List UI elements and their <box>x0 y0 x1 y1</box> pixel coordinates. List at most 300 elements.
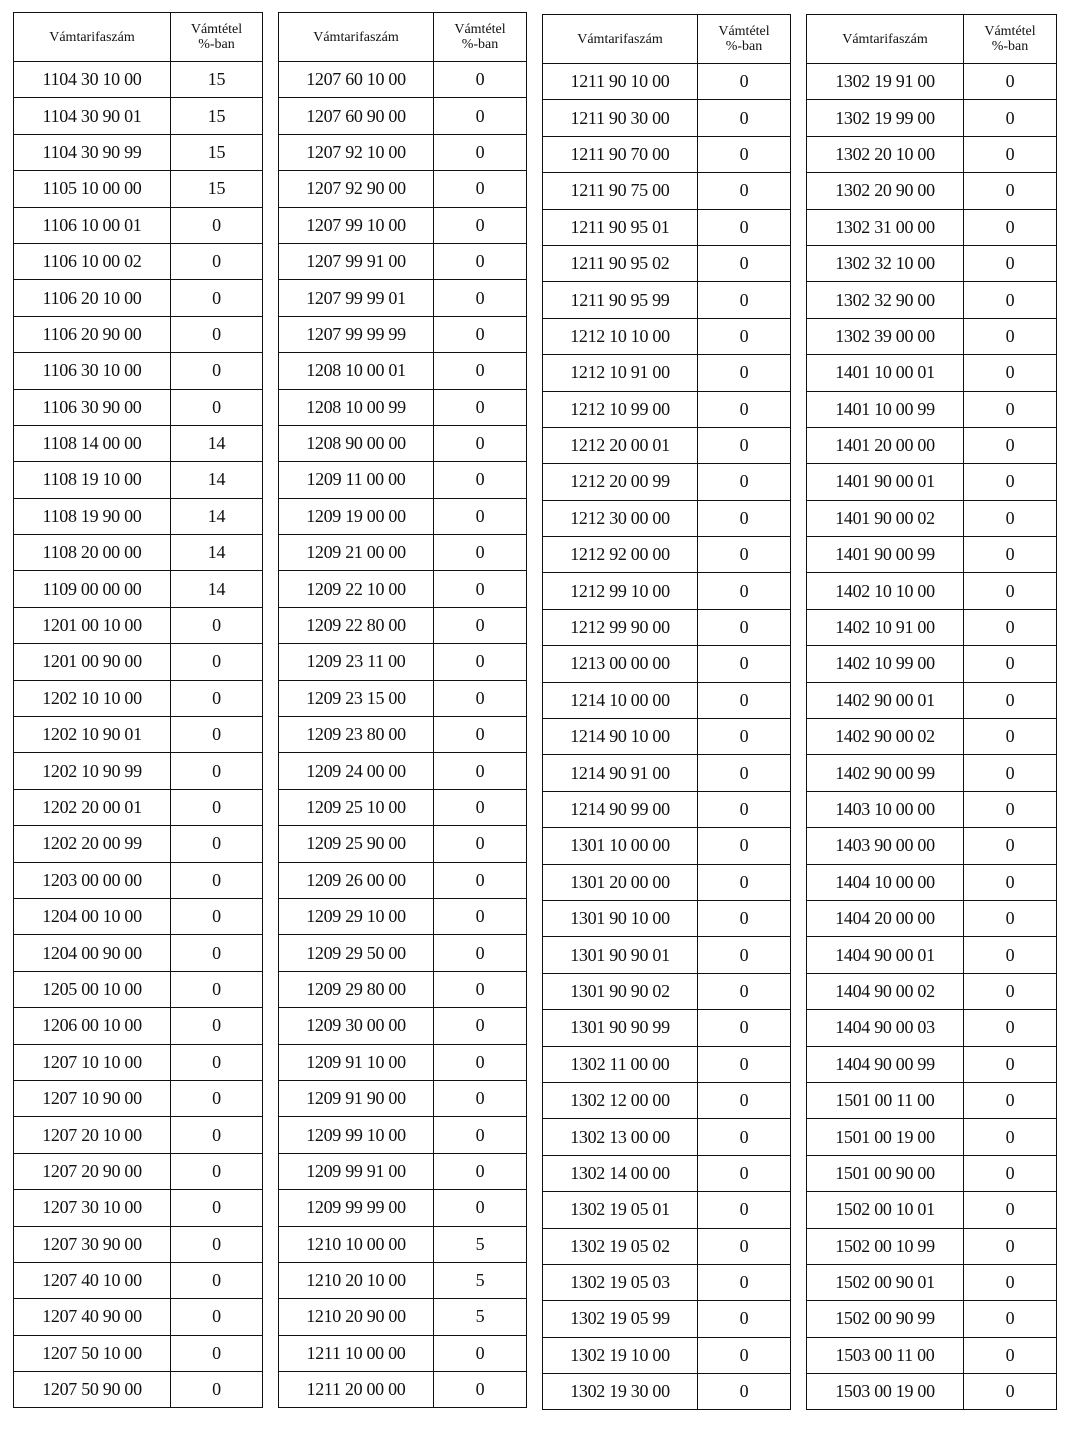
duty-rate-cell: 0 <box>171 1335 263 1371</box>
table-row <box>14 935 263 971</box>
tariff-code-cell: 1402 10 99 00 <box>807 646 964 682</box>
table-row <box>807 1010 1057 1046</box>
rate-header-line2: %-ban <box>461 37 499 52</box>
table-row <box>14 243 263 279</box>
duty-rate-cell: 0 <box>964 136 1057 172</box>
tariff-code-cell: 1302 19 99 00 <box>807 100 964 136</box>
tariff-code-cell: 1208 90 00 00 <box>279 425 434 461</box>
table-row <box>543 573 791 609</box>
tariff-code-cell: 1301 90 90 02 <box>543 973 698 1009</box>
tariff-code-cell: 1502 00 90 99 <box>807 1301 964 1337</box>
duty-rate-cell: 0 <box>698 427 791 463</box>
table-row <box>279 571 527 607</box>
tariff-code-cell: 1209 24 00 00 <box>279 753 434 789</box>
table-row <box>279 316 527 352</box>
tariff-code-cell: 1204 00 90 00 <box>14 935 171 971</box>
duty-rate-cell: 0 <box>698 1192 791 1228</box>
code-column-header: Vámtarifaszám <box>543 15 698 64</box>
table-row <box>279 789 527 825</box>
duty-rate-cell: 0 <box>171 1153 263 1189</box>
tariff-code-cell: 1404 90 00 99 <box>807 1046 964 1082</box>
tariff-code-cell: 1404 90 00 03 <box>807 1010 964 1046</box>
table-header-row <box>807 15 1057 64</box>
tariff-code-cell: 1501 00 19 00 <box>807 1119 964 1155</box>
tariff-code-cell: 1501 00 90 00 <box>807 1155 964 1191</box>
duty-rate-cell: 0 <box>698 682 791 718</box>
table-row <box>279 425 527 461</box>
duty-rate-cell: 0 <box>698 1155 791 1191</box>
tariff-code-cell: 1404 10 00 00 <box>807 864 964 900</box>
table-row <box>14 1080 263 1116</box>
duty-rate-cell: 14 <box>171 462 263 498</box>
tariff-code-cell: 1207 10 10 00 <box>14 1044 171 1080</box>
tariff-code-cell: 1202 20 00 01 <box>14 789 171 825</box>
tariff-code-cell: 1302 19 05 02 <box>543 1228 698 1264</box>
tariff-code-cell: 1401 10 00 01 <box>807 355 964 391</box>
duty-rate-cell: 0 <box>698 937 791 973</box>
table-row <box>279 280 527 316</box>
tariff-code-cell: 1214 90 99 00 <box>543 791 698 827</box>
duty-rate-cell: 0 <box>434 316 527 352</box>
duty-rate-cell: 14 <box>171 498 263 534</box>
duty-rate-cell: 0 <box>698 245 791 281</box>
table-row <box>279 1372 527 1408</box>
duty-rate-cell: 0 <box>964 1119 1057 1155</box>
duty-rate-cell: 0 <box>698 355 791 391</box>
tariff-code-cell: 1403 10 00 00 <box>807 791 964 827</box>
duty-rate-cell: 0 <box>434 62 527 98</box>
table-row <box>807 64 1057 100</box>
table-row <box>279 753 527 789</box>
table-row <box>14 753 263 789</box>
tariff-code-cell: 1212 10 10 00 <box>543 318 698 354</box>
table-row <box>807 1337 1057 1373</box>
table-row <box>807 427 1057 463</box>
duty-rate-cell: 5 <box>434 1299 527 1335</box>
tariff-code-cell: 1212 20 00 01 <box>543 427 698 463</box>
table-row <box>543 1010 791 1046</box>
duty-rate-cell: 0 <box>434 171 527 207</box>
table-row <box>14 98 263 134</box>
duty-rate-cell: 0 <box>171 935 263 971</box>
tariff-code-cell: 1212 10 99 00 <box>543 391 698 427</box>
duty-rate-cell: 0 <box>171 1372 263 1408</box>
tariff-code-cell: 1207 40 90 00 <box>14 1299 171 1335</box>
table-row <box>543 464 791 500</box>
duty-rate-cell: 0 <box>434 98 527 134</box>
table-row <box>543 1046 791 1082</box>
tariff-code-cell: 1209 91 90 00 <box>279 1080 434 1116</box>
duty-rate-cell: 0 <box>964 682 1057 718</box>
duty-rate-cell: 0 <box>171 353 263 389</box>
duty-rate-cell: 0 <box>171 1226 263 1262</box>
table-row <box>279 1008 527 1044</box>
duty-rate-cell: 0 <box>698 500 791 536</box>
duty-rate-cell: 0 <box>434 1190 527 1226</box>
table-row <box>279 62 527 98</box>
tariff-code-cell: 1302 14 00 00 <box>543 1155 698 1191</box>
table-row <box>543 755 791 791</box>
duty-rate-cell: 0 <box>171 753 263 789</box>
tariff-table-1 <box>13 12 263 1408</box>
tariff-code-cell: 1202 10 90 99 <box>14 753 171 789</box>
table-row <box>14 1153 263 1189</box>
tariff-code-cell: 1201 00 90 00 <box>14 644 171 680</box>
table-header-row <box>543 15 791 64</box>
table-row <box>543 537 791 573</box>
rate-header-line1: Vámtétel <box>718 24 770 39</box>
tariff-code-cell: 1211 90 30 00 <box>543 100 698 136</box>
table-row <box>14 1226 263 1262</box>
table-row <box>543 100 791 136</box>
tariff-code-cell: 1207 99 10 00 <box>279 207 434 243</box>
table-row <box>543 937 791 973</box>
table-row <box>14 1117 263 1153</box>
table-row <box>543 500 791 536</box>
tariff-code-cell: 1211 90 95 01 <box>543 209 698 245</box>
duty-rate-cell: 0 <box>434 898 527 934</box>
table-row <box>807 1082 1057 1118</box>
tariff-code-cell: 1301 90 10 00 <box>543 900 698 936</box>
table-row <box>14 862 263 898</box>
duty-rate-cell: 0 <box>171 971 263 1007</box>
duty-rate-cell: 15 <box>171 134 263 170</box>
table-row <box>279 353 527 389</box>
table-row <box>807 1301 1057 1337</box>
tariff-code-cell: 1203 00 00 00 <box>14 862 171 898</box>
table-row <box>543 1228 791 1264</box>
table-row <box>279 935 527 971</box>
duty-rate-cell: 0 <box>434 353 527 389</box>
duty-rate-cell: 0 <box>964 1228 1057 1264</box>
duty-rate-cell: 0 <box>171 280 263 316</box>
table-row <box>14 789 263 825</box>
tariff-code-cell: 1207 92 10 00 <box>279 134 434 170</box>
tariff-code-cell: 1207 60 10 00 <box>279 62 434 98</box>
table-row <box>543 1337 791 1373</box>
table-row <box>807 682 1057 718</box>
table-row <box>807 136 1057 172</box>
duty-rate-cell: 0 <box>964 500 1057 536</box>
table-row <box>279 1335 527 1371</box>
duty-rate-cell: 0 <box>434 1080 527 1116</box>
tariff-code-cell: 1209 30 00 00 <box>279 1008 434 1044</box>
tariff-code-cell: 1209 22 80 00 <box>279 607 434 643</box>
duty-rate-cell: 0 <box>171 389 263 425</box>
duty-rate-cell: 0 <box>964 609 1057 645</box>
duty-rate-cell: 0 <box>964 318 1057 354</box>
duty-rate-cell: 0 <box>964 173 1057 209</box>
table-row <box>807 719 1057 755</box>
duty-rate-cell: 0 <box>171 644 263 680</box>
table-row <box>807 755 1057 791</box>
tariff-code-cell: 1207 20 10 00 <box>14 1117 171 1153</box>
tariff-code-cell: 1214 90 91 00 <box>543 755 698 791</box>
table-row <box>279 717 527 753</box>
duty-rate-cell: 0 <box>171 1080 263 1116</box>
tariff-code-cell: 1211 90 10 00 <box>543 64 698 100</box>
table-row <box>807 391 1057 427</box>
tariff-code-cell: 1104 30 90 99 <box>14 134 171 170</box>
duty-rate-cell: 0 <box>698 1264 791 1300</box>
tariff-code-cell: 1211 90 70 00 <box>543 136 698 172</box>
rate-column-header <box>698 15 791 64</box>
tariff-code-cell: 1212 20 00 99 <box>543 464 698 500</box>
duty-rate-cell: 0 <box>434 389 527 425</box>
duty-rate-cell: 0 <box>434 753 527 789</box>
tariff-code-cell: 1204 00 10 00 <box>14 898 171 934</box>
table-row <box>807 1374 1057 1410</box>
duty-rate-cell: 0 <box>434 1153 527 1189</box>
table-row <box>279 171 527 207</box>
tariff-code-cell: 1302 19 30 00 <box>543 1374 698 1410</box>
tariff-code-cell: 1212 99 90 00 <box>543 609 698 645</box>
tariff-code-cell: 1302 13 00 00 <box>543 1119 698 1155</box>
table-row <box>807 173 1057 209</box>
duty-rate-cell: 0 <box>171 1190 263 1226</box>
tariff-code-cell: 1106 30 10 00 <box>14 353 171 389</box>
table-row <box>279 862 527 898</box>
table-row <box>279 607 527 643</box>
tariff-code-cell: 1211 90 95 99 <box>543 282 698 318</box>
duty-rate-cell: 0 <box>964 427 1057 463</box>
duty-rate-cell: 0 <box>698 973 791 1009</box>
table-row <box>14 571 263 607</box>
duty-rate-cell: 0 <box>171 898 263 934</box>
tariff-code-cell: 1209 22 10 00 <box>279 571 434 607</box>
table-row <box>807 1046 1057 1082</box>
tariff-code-cell: 1207 30 10 00 <box>14 1190 171 1226</box>
table-row <box>807 464 1057 500</box>
tariff-code-cell: 1105 10 00 00 <box>14 171 171 207</box>
table-row <box>279 898 527 934</box>
table-row <box>279 134 527 170</box>
duty-rate-cell: 15 <box>171 98 263 134</box>
tariff-code-cell: 1502 00 10 99 <box>807 1228 964 1264</box>
tariff-code-cell: 1402 90 00 99 <box>807 755 964 791</box>
tariff-code-cell: 1209 99 99 00 <box>279 1190 434 1226</box>
table-row <box>543 136 791 172</box>
duty-rate-cell: 0 <box>698 719 791 755</box>
tariff-code-cell: 1205 00 10 00 <box>14 971 171 1007</box>
table-row <box>279 1044 527 1080</box>
tariff-code-cell: 1211 90 75 00 <box>543 173 698 209</box>
table-row <box>543 427 791 463</box>
tariff-code-cell: 1302 32 90 00 <box>807 282 964 318</box>
tariff-code-cell: 1207 99 99 99 <box>279 316 434 352</box>
rate-column-header <box>171 13 263 62</box>
tariff-code-cell: 1106 20 10 00 <box>14 280 171 316</box>
table-row <box>279 98 527 134</box>
table-row <box>543 318 791 354</box>
tariff-code-cell: 1214 90 10 00 <box>543 719 698 755</box>
duty-rate-cell: 0 <box>171 680 263 716</box>
table-header-row <box>279 13 527 62</box>
table-body <box>14 62 263 1408</box>
duty-rate-cell: 0 <box>698 282 791 318</box>
tariff-code-cell: 1212 99 10 00 <box>543 573 698 609</box>
table-row <box>14 1044 263 1080</box>
table-row <box>279 498 527 534</box>
duty-rate-cell: 0 <box>171 826 263 862</box>
tariff-code-cell: 1302 12 00 00 <box>543 1082 698 1118</box>
tariff-code-cell: 1207 20 90 00 <box>14 1153 171 1189</box>
tariff-code-cell: 1209 26 00 00 <box>279 862 434 898</box>
duty-rate-cell: 0 <box>434 134 527 170</box>
tariff-code-cell: 1401 90 00 01 <box>807 464 964 500</box>
table-row <box>14 462 263 498</box>
table-row <box>543 682 791 718</box>
tariff-code-cell: 1202 10 90 01 <box>14 717 171 753</box>
duty-rate-cell: 0 <box>434 826 527 862</box>
table-row <box>807 828 1057 864</box>
duty-rate-cell: 0 <box>964 646 1057 682</box>
duty-rate-cell: 14 <box>171 571 263 607</box>
duty-rate-cell: 0 <box>434 1044 527 1080</box>
tariff-code-cell: 1207 40 10 00 <box>14 1262 171 1298</box>
duty-rate-cell: 0 <box>698 1119 791 1155</box>
table-row <box>807 209 1057 245</box>
table-row <box>543 1374 791 1410</box>
tariff-code-cell: 1106 20 90 00 <box>14 316 171 352</box>
tariff-code-cell: 1208 10 00 01 <box>279 353 434 389</box>
tariff-code-cell: 1202 20 00 99 <box>14 826 171 862</box>
duty-rate-cell: 0 <box>964 64 1057 100</box>
tariff-code-cell: 1211 90 95 02 <box>543 245 698 281</box>
duty-rate-cell: 0 <box>434 1372 527 1408</box>
tariff-code-cell: 1302 20 90 00 <box>807 173 964 209</box>
tariff-code-cell: 1207 10 90 00 <box>14 1080 171 1116</box>
duty-rate-cell: 0 <box>698 100 791 136</box>
duty-rate-cell: 0 <box>698 1337 791 1373</box>
tariff-code-cell: 1209 25 10 00 <box>279 789 434 825</box>
table-row <box>279 462 527 498</box>
tariff-code-cell: 1209 25 90 00 <box>279 826 434 862</box>
duty-rate-cell: 0 <box>698 1374 791 1410</box>
duty-rate-cell: 0 <box>434 644 527 680</box>
table-row <box>807 900 1057 936</box>
tariff-code-cell: 1106 10 00 01 <box>14 207 171 243</box>
table-body <box>279 62 527 1408</box>
table-row <box>543 719 791 755</box>
duty-rate-cell: 0 <box>698 864 791 900</box>
duty-rate-cell: 0 <box>964 282 1057 318</box>
table-row <box>14 1335 263 1371</box>
duty-rate-cell: 0 <box>964 464 1057 500</box>
tariff-code-cell: 1209 29 10 00 <box>279 898 434 934</box>
table-row <box>14 898 263 934</box>
table-row <box>14 1262 263 1298</box>
tariff-code-cell: 1209 29 80 00 <box>279 971 434 1007</box>
tariff-code-cell: 1209 99 10 00 <box>279 1117 434 1153</box>
duty-rate-cell: 0 <box>171 862 263 898</box>
tariff-code-cell: 1209 91 10 00 <box>279 1044 434 1080</box>
tariff-code-cell: 1207 50 90 00 <box>14 1372 171 1408</box>
duty-rate-cell: 0 <box>964 1192 1057 1228</box>
table-row <box>279 1190 527 1226</box>
rate-header-line2: %-ban <box>725 39 763 54</box>
table-row <box>14 971 263 1007</box>
tariff-code-cell: 1209 99 91 00 <box>279 1153 434 1189</box>
duty-rate-cell: 0 <box>964 1374 1057 1410</box>
tariff-table-4 <box>806 14 1057 1410</box>
table-row <box>14 389 263 425</box>
table-row <box>543 173 791 209</box>
tariff-code-cell: 1104 30 10 00 <box>14 62 171 98</box>
tariff-code-cell: 1209 19 00 00 <box>279 498 434 534</box>
duty-rate-cell: 0 <box>171 1262 263 1298</box>
tariff-code-cell: 1401 90 00 99 <box>807 537 964 573</box>
tariff-code-cell: 1202 10 10 00 <box>14 680 171 716</box>
table-row <box>807 100 1057 136</box>
tariff-code-cell: 1402 10 10 00 <box>807 573 964 609</box>
table-row <box>279 1299 527 1335</box>
duty-rate-cell: 0 <box>964 755 1057 791</box>
tariff-code-cell: 1209 21 00 00 <box>279 535 434 571</box>
duty-rate-cell: 0 <box>964 937 1057 973</box>
duty-rate-cell: 0 <box>171 1117 263 1153</box>
table-row <box>807 537 1057 573</box>
duty-rate-cell: 0 <box>434 1117 527 1153</box>
duty-rate-cell: 0 <box>964 828 1057 864</box>
duty-rate-cell: 0 <box>434 535 527 571</box>
duty-rate-cell: 0 <box>964 719 1057 755</box>
tariff-code-cell: 1207 92 90 00 <box>279 171 434 207</box>
tariff-code-cell: 1210 20 10 00 <box>279 1262 434 1298</box>
tariff-code-cell: 1212 92 00 00 <box>543 537 698 573</box>
table-row <box>14 207 263 243</box>
duty-rate-cell: 0 <box>434 207 527 243</box>
table-row <box>543 391 791 427</box>
duty-rate-cell: 0 <box>964 791 1057 827</box>
table-row <box>543 1301 791 1337</box>
table-row <box>807 1264 1057 1300</box>
table-row <box>543 900 791 936</box>
table-row <box>14 425 263 461</box>
tariff-code-cell: 1108 19 90 00 <box>14 498 171 534</box>
tariff-code-cell: 1209 23 80 00 <box>279 717 434 753</box>
duty-rate-cell: 0 <box>698 1228 791 1264</box>
duty-rate-cell: 0 <box>698 318 791 354</box>
table-row <box>14 1190 263 1226</box>
duty-rate-cell: 0 <box>171 1008 263 1044</box>
tariff-table-2 <box>278 12 527 1408</box>
tariff-code-cell: 1402 10 91 00 <box>807 609 964 645</box>
tariff-code-cell: 1301 90 90 01 <box>543 937 698 973</box>
tariff-code-cell: 1106 10 00 02 <box>14 243 171 279</box>
tariff-code-cell: 1207 50 10 00 <box>14 1335 171 1371</box>
code-column-header: Vámtarifaszám <box>807 15 964 64</box>
tariff-code-cell: 1302 20 10 00 <box>807 136 964 172</box>
tariff-code-cell: 1302 19 10 00 <box>543 1337 698 1373</box>
tariff-code-cell: 1211 10 00 00 <box>279 1335 434 1371</box>
table-header-row <box>14 13 263 62</box>
duty-rate-cell: 0 <box>698 1046 791 1082</box>
table-row <box>543 1264 791 1300</box>
duty-rate-cell: 0 <box>698 791 791 827</box>
table-row <box>543 609 791 645</box>
duty-rate-cell: 5 <box>434 1226 527 1262</box>
rate-column-header <box>434 13 527 62</box>
rate-header-line1: Vámtétel <box>190 22 243 37</box>
duty-rate-cell: 0 <box>964 1010 1057 1046</box>
tariff-code-cell: 1209 11 00 00 <box>279 462 434 498</box>
table-row <box>279 680 527 716</box>
table-row <box>279 243 527 279</box>
tariff-code-cell: 1402 90 00 02 <box>807 719 964 755</box>
duty-rate-cell: 0 <box>964 1155 1057 1191</box>
duty-rate-cell: 0 <box>964 1337 1057 1373</box>
